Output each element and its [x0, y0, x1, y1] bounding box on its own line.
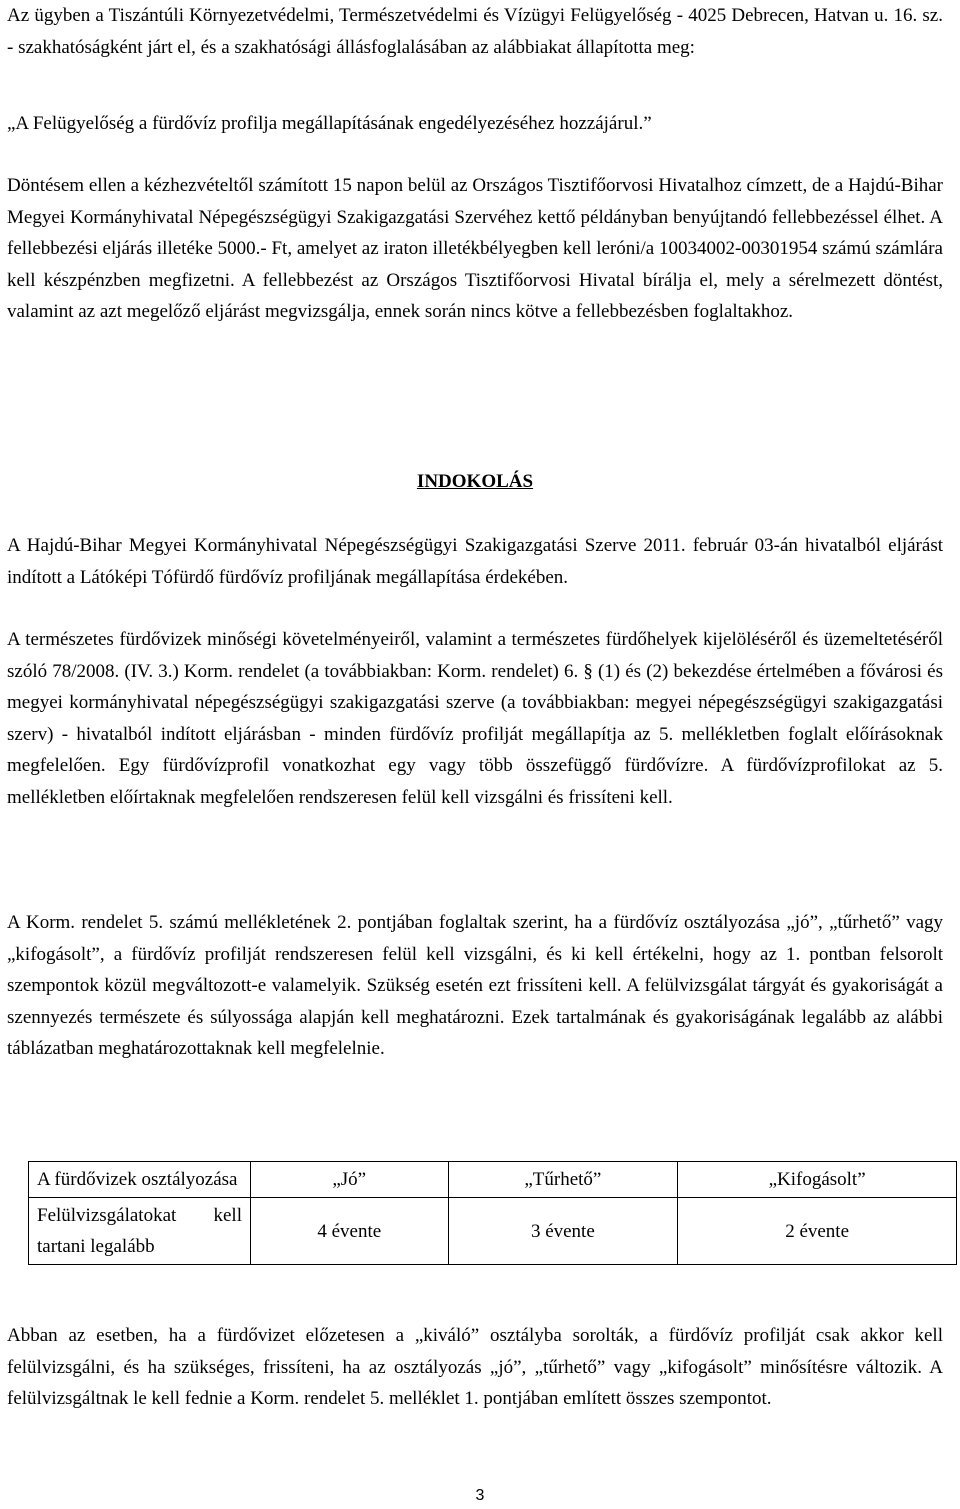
table-cell: „Kifogásolt”	[678, 1162, 957, 1198]
table-row-header: Felülvizsgálatokat kell tartani legalább	[29, 1198, 251, 1265]
table-row-header: A fürdővizek osztályozása	[29, 1162, 251, 1198]
table-cell: „Tűrhető”	[448, 1162, 678, 1198]
justification-paragraph-3: A Korm. rendelet 5. számú mellékletének 2. pontjában foglaltak szerint, ha a fürdővíz osztályozása „jó”, „tűrhető” vagy „kifogásolt”, a fürdővíz profilját rendszeresen felül kell vizsgálni, és ki kell értékelni, hogy az 1. pontban felsorolt szempontok közül megváltozott-e valamelyik. Szükség esetén ezt frissíteni kell. A felülvizsgálat tárgyát és gyakoriságát a szennyezés természete és súlyossága alapján kell meghatározni. Ezek tartalmának és gyakoriságának legalább az alábbi táblázatban meghatározottaknak kell megfelelnie.	[7, 912, 943, 1059]
table-row	[29, 1198, 957, 1265]
table-cell: 2 évente	[678, 1198, 957, 1265]
section-heading: INDOKOLÁS	[416, 471, 534, 492]
justification-paragraph-2: A természetes fürdővizek minőségi követelményeiről, valamint a természetes fürdőhelyek kijelöléséről és üzemeltetéséről szóló 78/2008. (IV. 3.) Korm. rendelet (a továbbiakban: Korm. rendelet) 6. § (1) és (2) bekezdése értelmében a fővárosi és megyei kormányhivatal népegészségügyi szakigazgatási szerve (a továbbiakban: megyei népegészségügyi szakigazgatási szerv) - hivatalból indított eljárásban - minden fürdővíz profilját megállapítja az 5. mellékletben foglalt előírásoknak megfelelően. Egy fürdővízprofil vonatkozhat egy vagy több összefüggő fürdővízre. A fürdővízprofilokat az 5. mellékletben előírtaknak megfelelően rendszeresen felül kell vizsgálni és frissíteni kell.	[7, 629, 943, 808]
table-row	[29, 1162, 957, 1198]
appeal-paragraph: Döntésem ellen a kézhezvételtől számított 15 napon belül az Országos Tisztifőorvosi Hivatalhoz címzett, de a Hajdú-Bihar Megyei Kormányhivatal Népegészségügyi Szakigazgatási Szervéhez kettő példányban benyújtandó fellebbezéssel élhet. A fellebbezési eljárás illetéke 5000.- Ft, amelyet az iraton illetékbélyegben kell leróni/a 10034002-00301954 számú számlára kell készpénzben megfizetni. A fellebbezést az Országos Tisztifőorvosi Hivatal bírálja el, mely a sérelmezett döntést, valamint az azt megelőző eljárást megvizsgálja, ennek során nincs kötve a fellebbezésben foglaltakhoz.	[7, 175, 943, 322]
table-cell: 3 évente	[448, 1198, 678, 1265]
justification-paragraph-1: A Hajdú-Bihar Megyei Kormányhivatal Népegészségügyi Szakigazgatási Szerve 2011. február 03-án hivatalból eljárást indított a Látóképi Tófürdő fürdővíz profiljának megállapítása érdekében.	[7, 535, 943, 588]
justification-paragraph-4: Abban az esetben, ha a fürdővizet előzetesen a „kiváló” osztályba sorolták, a fürdővíz profilját csak akkor kell felülvizsgálni, és ha szükséges, frissíteni, ha az osztályozás „jó”, „tűrhető” vagy „kifogásolt” minősítésre változik. A felülvizsgáltnak le kell fednie a Korm. rendelet 5. melléklet 1. pontjában említett összes szempontot.	[7, 1325, 943, 1409]
page-number: 3	[475, 1487, 485, 1504]
intro-paragraph: Az ügyben a Tiszántúli Környezetvédelmi, Természetvédelmi és Vízügyi Felügyelőség - 4025 Debrecen, Hatvan u. 16. sz. - szakhatóságként járt el, és a szakhatósági állásfoglalásában az alábbiakat állapította meg:	[7, 5, 943, 58]
classification-table	[28, 1161, 957, 1265]
table-cell: „Jó”	[251, 1162, 449, 1198]
quoted-statement: „A Felügyelőség a fürdővíz profilja megállapításának engedélyezéséhez hozzájárul.”	[7, 113, 652, 134]
table-cell: 4 évente	[251, 1198, 449, 1265]
